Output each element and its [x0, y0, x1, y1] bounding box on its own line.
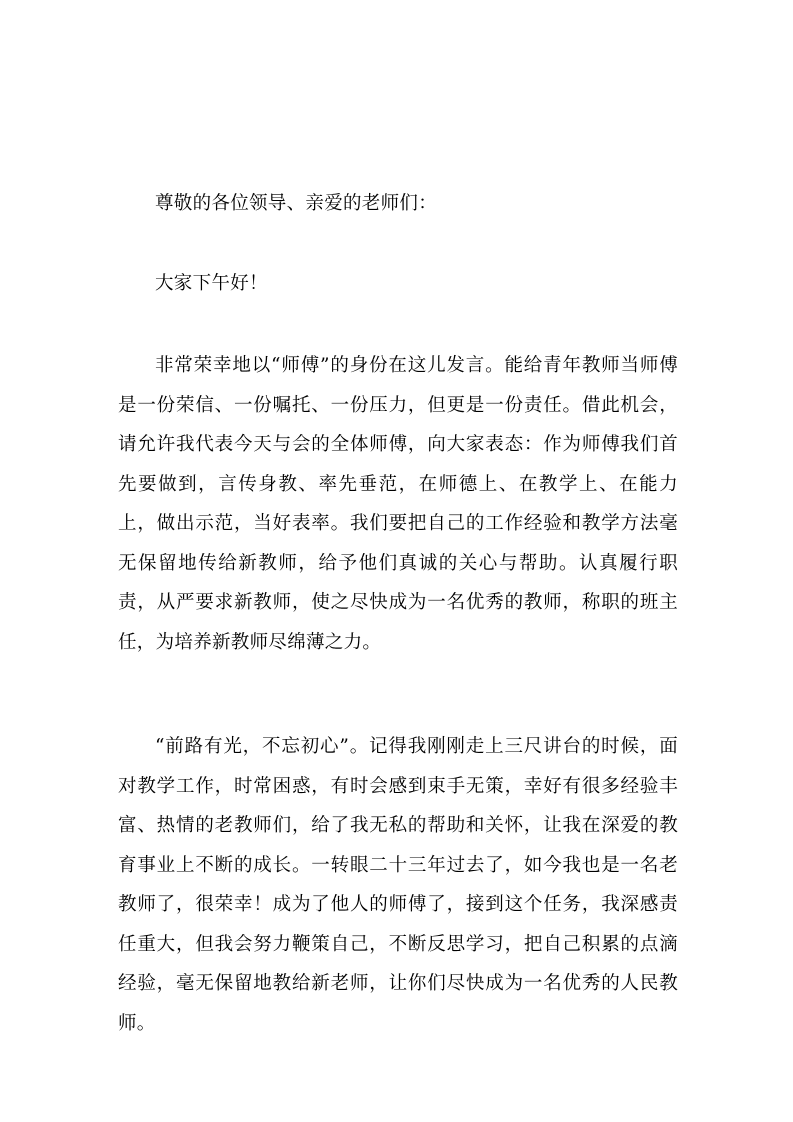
greeting-paragraph: 尊敬的各位领导、亲爱的老师们： [155, 193, 438, 214]
body-paragraph-2: “前路有光，不忘初心”。记得我刚刚走上三尺讲台的时候，面对教学工作，时常困惑，有时会感到束手无策，幸好有很多经验丰富、热情的老教师们，给了我无私的帮助和关怀，让我在深爱的教育事业上不断的成长。一转眼二十三年过去了，如今我也是一名老教师了，很荣幸！成为了他人的师傅了，接到这个任务，我深感责任重大，但我会努力鞭策自己，不断反思学习，把自己积累的点滴经验，毫无保留地教给新老师，让你们尽快成为一名优秀的人民教师。 [118, 736, 678, 1034]
salutation-paragraph: 大家下午好！ [155, 273, 268, 294]
body-paragraph-1: 非常荣幸地以“师傅”的身份在这儿发言。能给青年教师当师傅是一份荣信、一份嘱托、一份压力，但更是一份责任。借此机会，请允许我代表今天与会的全体师傅，向大家表态：作为师傅我们首先要做到，言传身教、率先垂范，在师德上、在教学上、在能力上，做出示范，当好表率。我们要把自己的工作经验和教学方法毫无保留地传给新教师，给予他们真诚的关心与帮助。认真履行职责，从严要求新教师，使之尽快成为一名优秀的教师，称职的班主任，为培养新教师尽绵薄之力。 [118, 355, 678, 653]
